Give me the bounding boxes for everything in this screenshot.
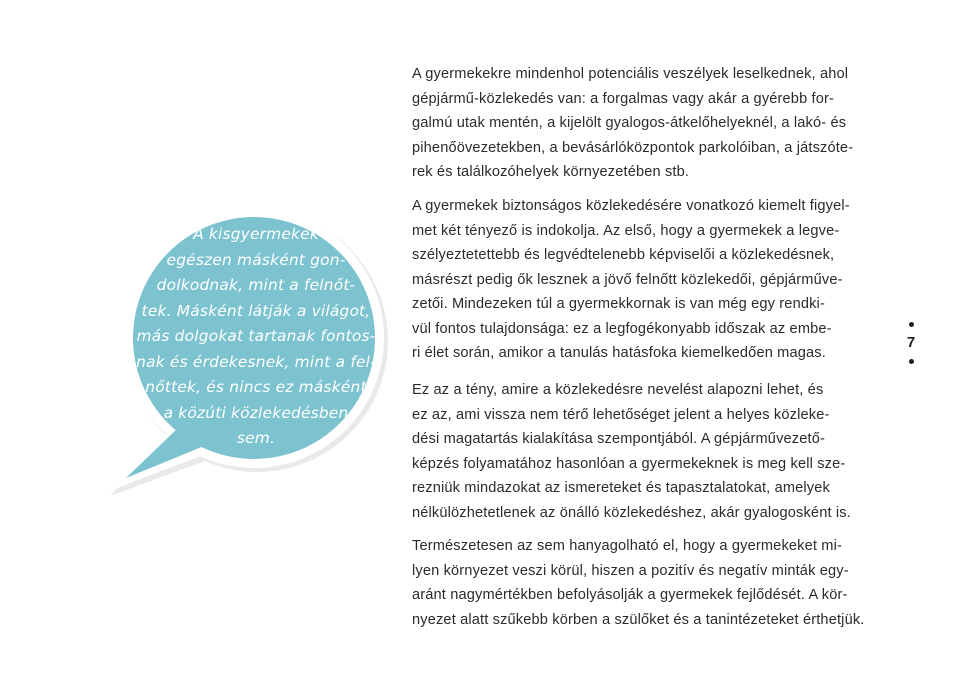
text-line: lyen környezet veszi körül, hiszen a pozitív és negatív minták egy- bbox=[412, 562, 849, 579]
callout-line: dolkodnak, mint a felnőt- bbox=[156, 276, 356, 294]
paragraph-dangers bbox=[412, 62, 868, 185]
dot-icon bbox=[909, 359, 914, 364]
text-line: ez az, ami vissza nem térő lehetőséget jelent a helyes közleke- bbox=[412, 406, 830, 423]
text-line: galmú utak mentén, a kijelölt gyalogos-átkelőhelyeknél, a lakó- és bbox=[412, 115, 847, 131]
paragraph-environment bbox=[412, 534, 868, 632]
text-line: zetői. Mindezeken túl a gyermekkornak is van még egy rendki- bbox=[412, 296, 825, 312]
text-line: Ez az a tény, amire a közlekedésre nevelést alapozni lehet, és bbox=[412, 382, 824, 398]
text-line: A gyermekek biztonságos közlekedésére vonatkozó kiemelt figyel- bbox=[412, 198, 850, 214]
text-line: aránt nagymértékben befolyásolják a gyermekek fejlődését. A kör- bbox=[412, 587, 848, 603]
callout-quote bbox=[134, 222, 378, 452]
text-line: gépjármű-közlekedés van: a forgalmas vagy akár a gyérebb for- bbox=[412, 90, 835, 107]
text-line: nyezet alatt szűkebb körben a szülőket és a tanintézeteket érthetjük. bbox=[412, 611, 865, 628]
callout-line: nak és érdekesnek, mint a fel- bbox=[136, 352, 376, 371]
callout-line: a közúti közlekedésben bbox=[163, 403, 349, 422]
text-line: képzés folyamatához hasonlóan a gyermekeknek is meg kell sze- bbox=[412, 455, 846, 472]
paragraph-attention bbox=[412, 194, 868, 366]
text-line: pihenőövezetekben, a bevásárlóközpontok parkolóiban, a játszóte- bbox=[412, 139, 854, 156]
page-number-label: 7 bbox=[906, 334, 916, 351]
callout-line: egészen másként gon- bbox=[166, 250, 346, 269]
callout-line: A kisgyermekek bbox=[193, 225, 319, 243]
text-line: vül fontos tulajdonsága: ez a legfogékonyabb időszak az embe- bbox=[412, 320, 832, 337]
text-line: másrészt pedig ők lesznek a jövő felnőtt közlekedői, gépjárműve- bbox=[412, 271, 843, 288]
text-line: rek és találkozóhelyek környezetében stb. bbox=[412, 164, 690, 180]
page-number bbox=[896, 322, 926, 364]
text-line: dési magatartás kialakítása szempontjából. A gépjárművezető- bbox=[412, 431, 825, 447]
text-line: A gyermekekre mindenhol potenciális veszélyek leselkednek, ahol bbox=[412, 66, 849, 82]
text-line: ri élet során, amikor a tanulás hatásfoka kiemelkedően magas. bbox=[412, 345, 826, 361]
callout-line: más dolgokat tartanak fontos- bbox=[136, 327, 376, 345]
text-line: szélyeztetettebb és legvédtelenebb képviselői a közlekedésnek, bbox=[412, 247, 835, 263]
callout-line: tek. Másként látják a világot, bbox=[141, 301, 371, 320]
text-line: met két tényező is indokolja. Az első, hogy a gyermekek a legve- bbox=[412, 222, 840, 239]
text-line: Természetesen az sem hanyagolható el, hogy a gyermekeket mi- bbox=[412, 538, 842, 554]
callout-line: nőttek, és nincs ez másként bbox=[145, 378, 367, 396]
text-line: nélkülözhetetlenek az önálló közlekedéshez, akár gyalogosként is. bbox=[412, 504, 851, 521]
callout-line: sem. bbox=[236, 429, 276, 447]
paragraph-education bbox=[412, 378, 868, 525]
text-line: rezniük mindazokat az ismereteket és tapasztalatokat, amelyek bbox=[412, 480, 830, 496]
dot-icon bbox=[909, 322, 914, 327]
